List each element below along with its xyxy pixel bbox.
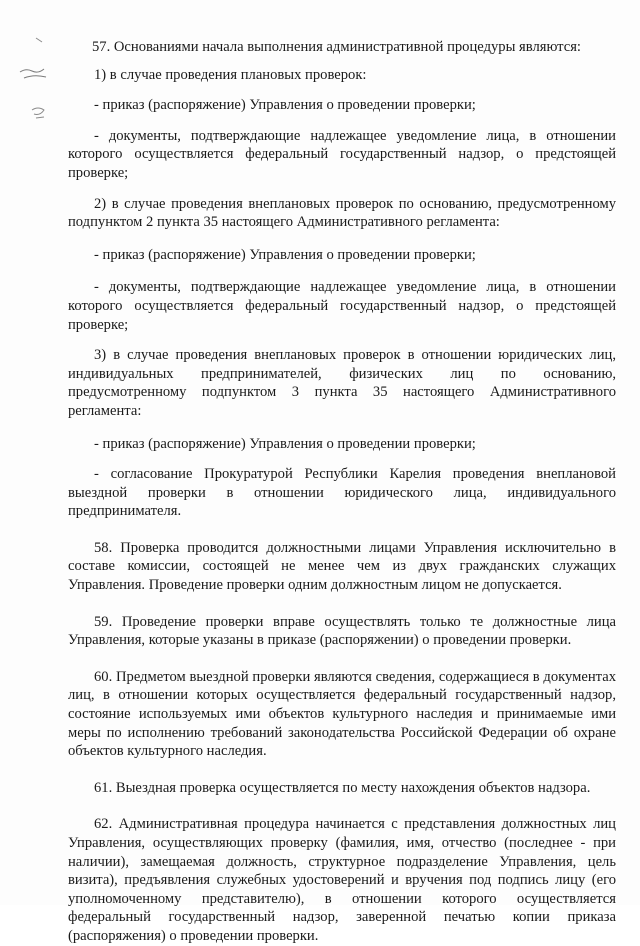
handwritten-margin-marks — [14, 34, 64, 144]
paragraph-62: 62. Административная процедура начинается с представления должностных лиц Управления, осуществляющих проверку (фамилия, имя, отчество (последнее - при наличии), замещаемая должность, структурное подразделение Управления, цель визита), предъявления служебных удостоверений и вручения под подпись лицу (его уполномоченному представителю), в отношении которого осуществляется федеральный государственный надзор, заверенной печатью копии приказа (распоряжения) о проведении проверки. — [68, 816, 616, 944]
paragraph-60: 60. Предметом выездной проверки являются сведения, содержащиеся в документах лиц, в отношении которых осуществляется федеральный государственный надзор, состояние используемых ими объектов культурного наследия и принимаемые ими меры по исполнению требований законодательства Российской Федерации об охране объектов культурного наследия. — [68, 668, 616, 760]
list-item-unplanned-2: 2) в случае проведения внеплановых проверок по основанию, предусмотренному подпунктом 2 пункта 35 настоящего Административного регламента: — [68, 195, 616, 231]
list-subitem-approval: - согласование Прокуратурой Республики Карелия проведения внеплановой выездной проверки в отношении юридического лица, индивидуального предпринимателя. — [68, 466, 616, 520]
paragraph-57: 57. Основаниями начала выполнения административной процедуры являются: — [92, 39, 581, 55]
list-subitem-order: - приказ (распоряжение) Управления о проведении проверки; — [94, 97, 476, 114]
paragraph-61: 61. Выездная проверка осуществляется по месту нахождения объектов надзора. — [94, 779, 591, 796]
document-body — [68, 38, 616, 946]
list-subitem-notice: - документы, подтверждающие надлежащее уведомление лица, в отношении которого осуществляется федеральный государственный надзор, о предстоящей проверке; — [68, 127, 616, 181]
paragraph-59: 59. Проведение проверки вправе осуществлять только те должностные лица Управления, которые указаны в приказе (распоряжении) о проведении проверки. — [68, 613, 616, 649]
list-subitem-order: - приказ (распоряжение) Управления о проведении проверки; — [94, 246, 476, 263]
list-subitem-order: - приказ (распоряжение) Управления о проведении проверки; — [94, 435, 476, 452]
paragraph-58: 58. Проверка проводится должностными лицами Управления исключительно в составе комиссии, состоящей не менее чем из двух гражданских служащих Управления. Проведение проверки одним должностным лицом не допускается. — [68, 539, 616, 594]
list-subitem-notice: - документы, подтверждающие надлежащее уведомление лица, в отношении которого осуществляется федеральный государственный надзор, о предстоящей проверке; — [68, 279, 616, 333]
list-item-planned: 1) в случае проведения плановых проверок: — [94, 66, 367, 83]
list-item-unplanned-3: 3) в случае проведения внеплановых проверок в отношении юридических лиц, индивидуальных предпринимателей, физических лиц по основанию, предусмотренному подпунктом 3 пункта 35 настоящего Административного регламента: — [68, 347, 616, 419]
